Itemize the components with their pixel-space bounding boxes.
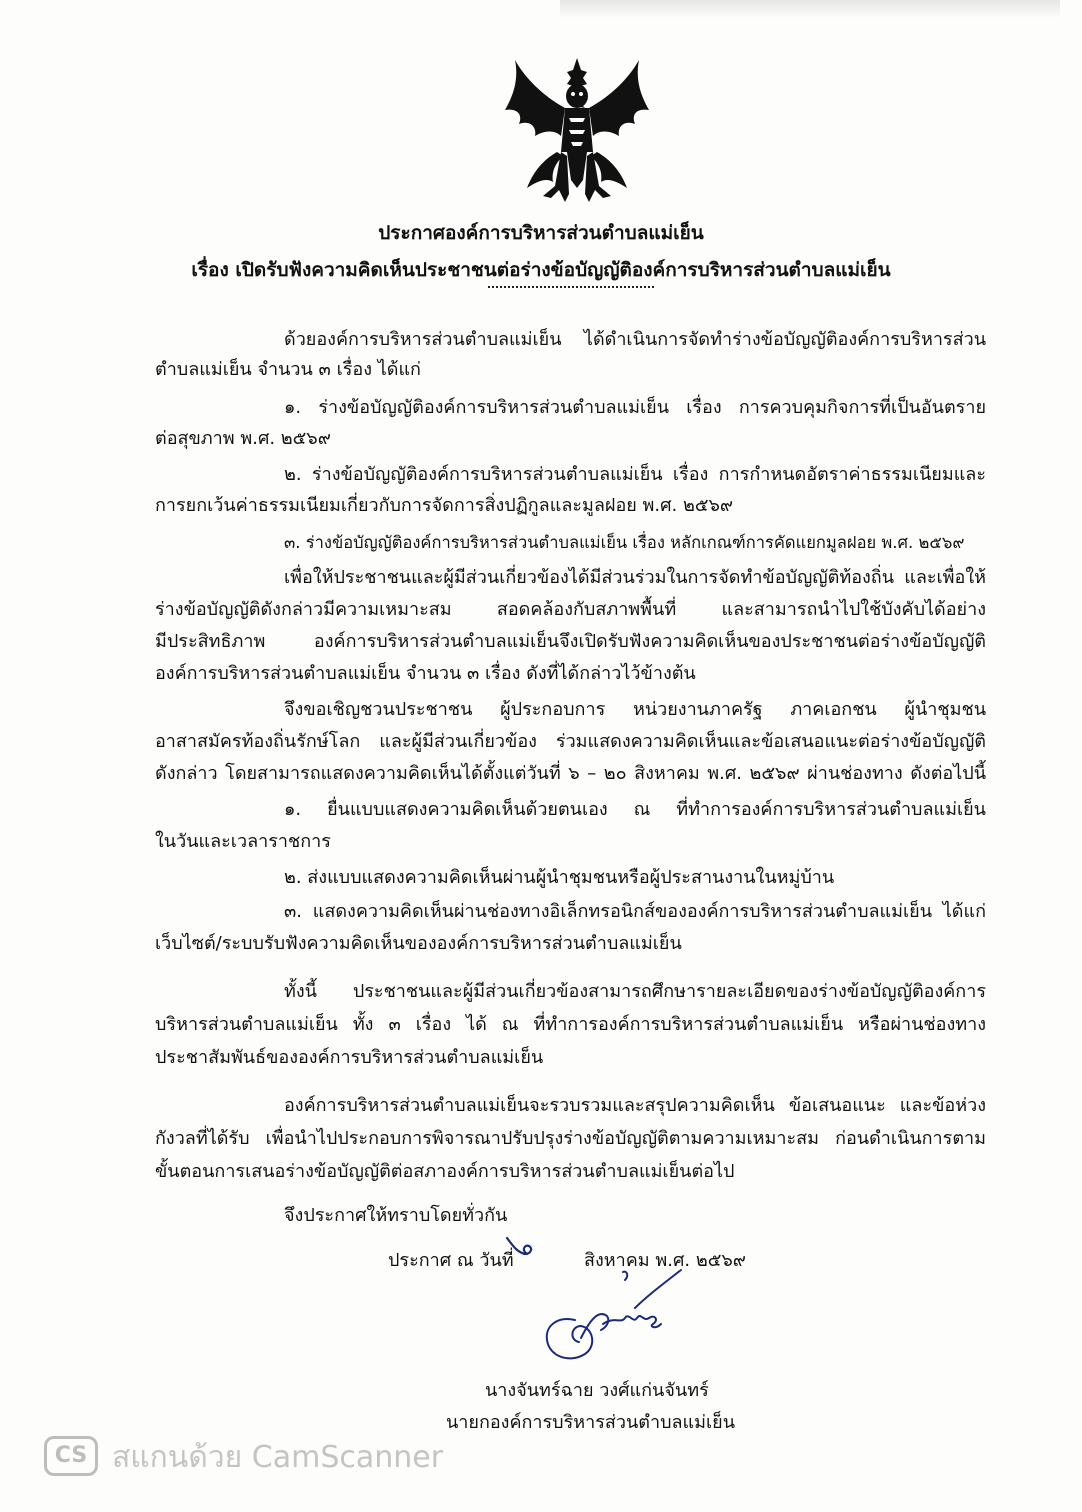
draft-item-2-line-1: ๒. ร่างข้อบัญญัติองค์การบริหารส่วนตำบลแม่เย็น เรื่อง การกำหนดอัตราค่าธรรมเนียมและ [284,464,986,485]
intro-line-2: ตำบลแม่เย็น จำนวน ๓ เรื่อง ได้แก่ [155,359,421,380]
purpose-line-3: มีประสิทธิภาพ องค์การบริหารส่วนตำบลแม่เย็นจึงเปิดรับฟังความคิดเห็นของประชาชนต่อร่างข้อบัญญัติ [155,631,986,652]
announcement-title: ประกาศองค์การบริหารส่วนตำบลแม่เย็น [378,222,704,244]
announcement-subject: เรื่อง เปิดรับฟังความคิดเห็นประชาชนต่อร่างข้อบัญญัติองค์การบริหารส่วนตำบลแม่เย็น [191,259,891,281]
collect-line-1: องค์การบริหารส่วนตำบลแม่เย็นจะรวบรวมและสรุปความคิดเห็น ข้อเสนอแนะ และข้อห่วง [284,1095,986,1116]
draft-item-1-line-1: ๑. ร่างข้อบัญญัติองค์การบริหารส่วนตำบลแม่เย็น เรื่อง การควบคุมกิจการที่เป็นอันตราย [284,397,986,418]
purpose-line-1: เพื่อให้ประชาชนและผู้มีส่วนเกี่ยวข้องได้มีส่วนร่วมในการจัดทำข้อบัญญัติท้องถิ่น และเพื่อให้ [284,567,986,588]
draft-item-2-line-2: การยกเว้นค่าธรรมเนียมเกี่ยวกับการจัดการสิ่งปฏิกูลและมูลฝอย พ.ศ. ๒๕๖๙ [155,495,734,516]
channel-1-line-1: ๑. ยื่นแบบแสดงความคิดเห็นด้วยตนเอง ณ ที่ทำการองค์การบริหารส่วนตำบลแม่เย็น [284,799,986,820]
study-line-3: ประชาสัมพันธ์ขององค์การบริหารส่วนตำบลแม่เย็น [155,1047,544,1068]
purpose-line-2: ร่างข้อบัญญัติดังกล่าวมีความเหมาะสม สอดคล้องกับสภาพพื้นที่ และสามารถนำไปใช้บังคับได้อย่าง [155,599,986,620]
invite-line-2: อาสาสมัครท้องถิ่นรักษ์โลก และผู้มีส่วนเกี่ยวข้อง ร่วมแสดงความคิดเห็นและข้อเสนอแนะต่อร่างข้อบัญญัติ [155,731,986,752]
purpose-line-4: องค์การบริหารส่วนตำบลแม่เย็น จำนวน ๓ เรื่อง ดังที่ได้กล่าวไว้ข้างต้น [155,663,696,684]
draft-item-3-line-1: ๓. ร่างข้อบัญญัติองค์การบริหารส่วนตำบลแม่เย็น เรื่อง หลักเกณฑ์การคัดแยกมูลฝอย พ.ศ. ๒๕๖๙ [284,533,965,552]
invite-line-1: จึงขอเชิญชวนประชาชน ผู้ประกอบการ หน่วยงานภาครัฐ ภาคเอกชน ผู้นำชุมชน [284,699,986,720]
garuda-emblem-icon [503,56,651,208]
channel-3-line-2: เว็บไซต์/ระบบรับฟังความคิดเห็นขององค์การบริหารส่วนตำบลแม่เย็น [155,933,682,954]
signer-position: นายกองค์การบริหารส่วนตำบลแม่เย็น [446,1412,736,1433]
signer-name: นางจันทร์ฉาย วงศ์แก่นจันทร์ [485,1380,709,1401]
study-line-2: บริหารส่วนตำบลแม่เย็น ทั้ง ๓ เรื่อง ได้ ณ ที่ทำการองค์การบริหารส่วนตำบลแม่เย็น หรือผ่านช่องทาง [155,1014,986,1035]
study-line-1: ทั้งนี้ ประชาชนและผู้มีส่วนเกี่ยวข้องสามารถศึกษารายละเอียดของร่างข้อบัญญัติองค์การ [284,981,986,1002]
handwritten-day [503,1232,543,1260]
channel-2-line-1: ๒. ส่งแบบแสดงความคิดเห็นผ่านผู้นำชุมชนหรือผู้ประสานงานในหมู่บ้าน [284,867,835,888]
title-separator [488,286,654,288]
draft-item-1-line-2: ต่อสุขภาพ พ.ศ. ๒๕๖๙ [155,428,331,449]
intro-line-1: ด้วยองค์การบริหารส่วนตำบลแม่เย็น ได้ดำเนินการจัดทำร่างข้อบัญญัติองค์การบริหารส่วน [284,329,986,350]
channel-1-line-2: ในวันและเวลาราชการ [155,831,331,852]
camscanner-watermark-text: สแกนด้วย CamScanner [112,1440,444,1475]
invite-line-3: ดังกล่าว โดยสามารถแสดงความคิดเห็นได้ตั้งแต่วันที่ ๖ – ๒๐ สิงหาคม พ.ศ. ๒๕๖๙ ผ่านช่องทาง ดังต่อไปนี้ [155,763,986,784]
handwritten-signature [535,1268,685,1378]
channel-3-line-1: ๓. แสดงความคิดเห็นผ่านช่องทางอิเล็กทรอนิกส์ขององค์การบริหารส่วนตำบลแม่เย็น ได้แก่ [284,901,986,922]
announced-date-suffix: สิงหาคม พ.ศ. ๒๕๖๙ [584,1250,746,1271]
camscanner-logo: CS [44,1436,98,1476]
collect-line-3: ขั้นตอนการเสนอร่างข้อบัญญัติต่อสภาองค์การบริหารส่วนตำบลแม่เย็นต่อไป [155,1161,735,1182]
closing-line: จึงประกาศให้ทราบโดยทั่วกัน [284,1205,508,1226]
collect-line-2: กังวลที่ได้รับ เพื่อนำไปประกอบการพิจารณาปรับปรุงร่างข้อบัญญัติตามความเหมาะสม ก่อนดำเนินการตาม [155,1128,986,1149]
scan-shadow [560,0,1060,18]
announced-date-prefix: ประกาศ ณ วันที่ [388,1250,514,1271]
